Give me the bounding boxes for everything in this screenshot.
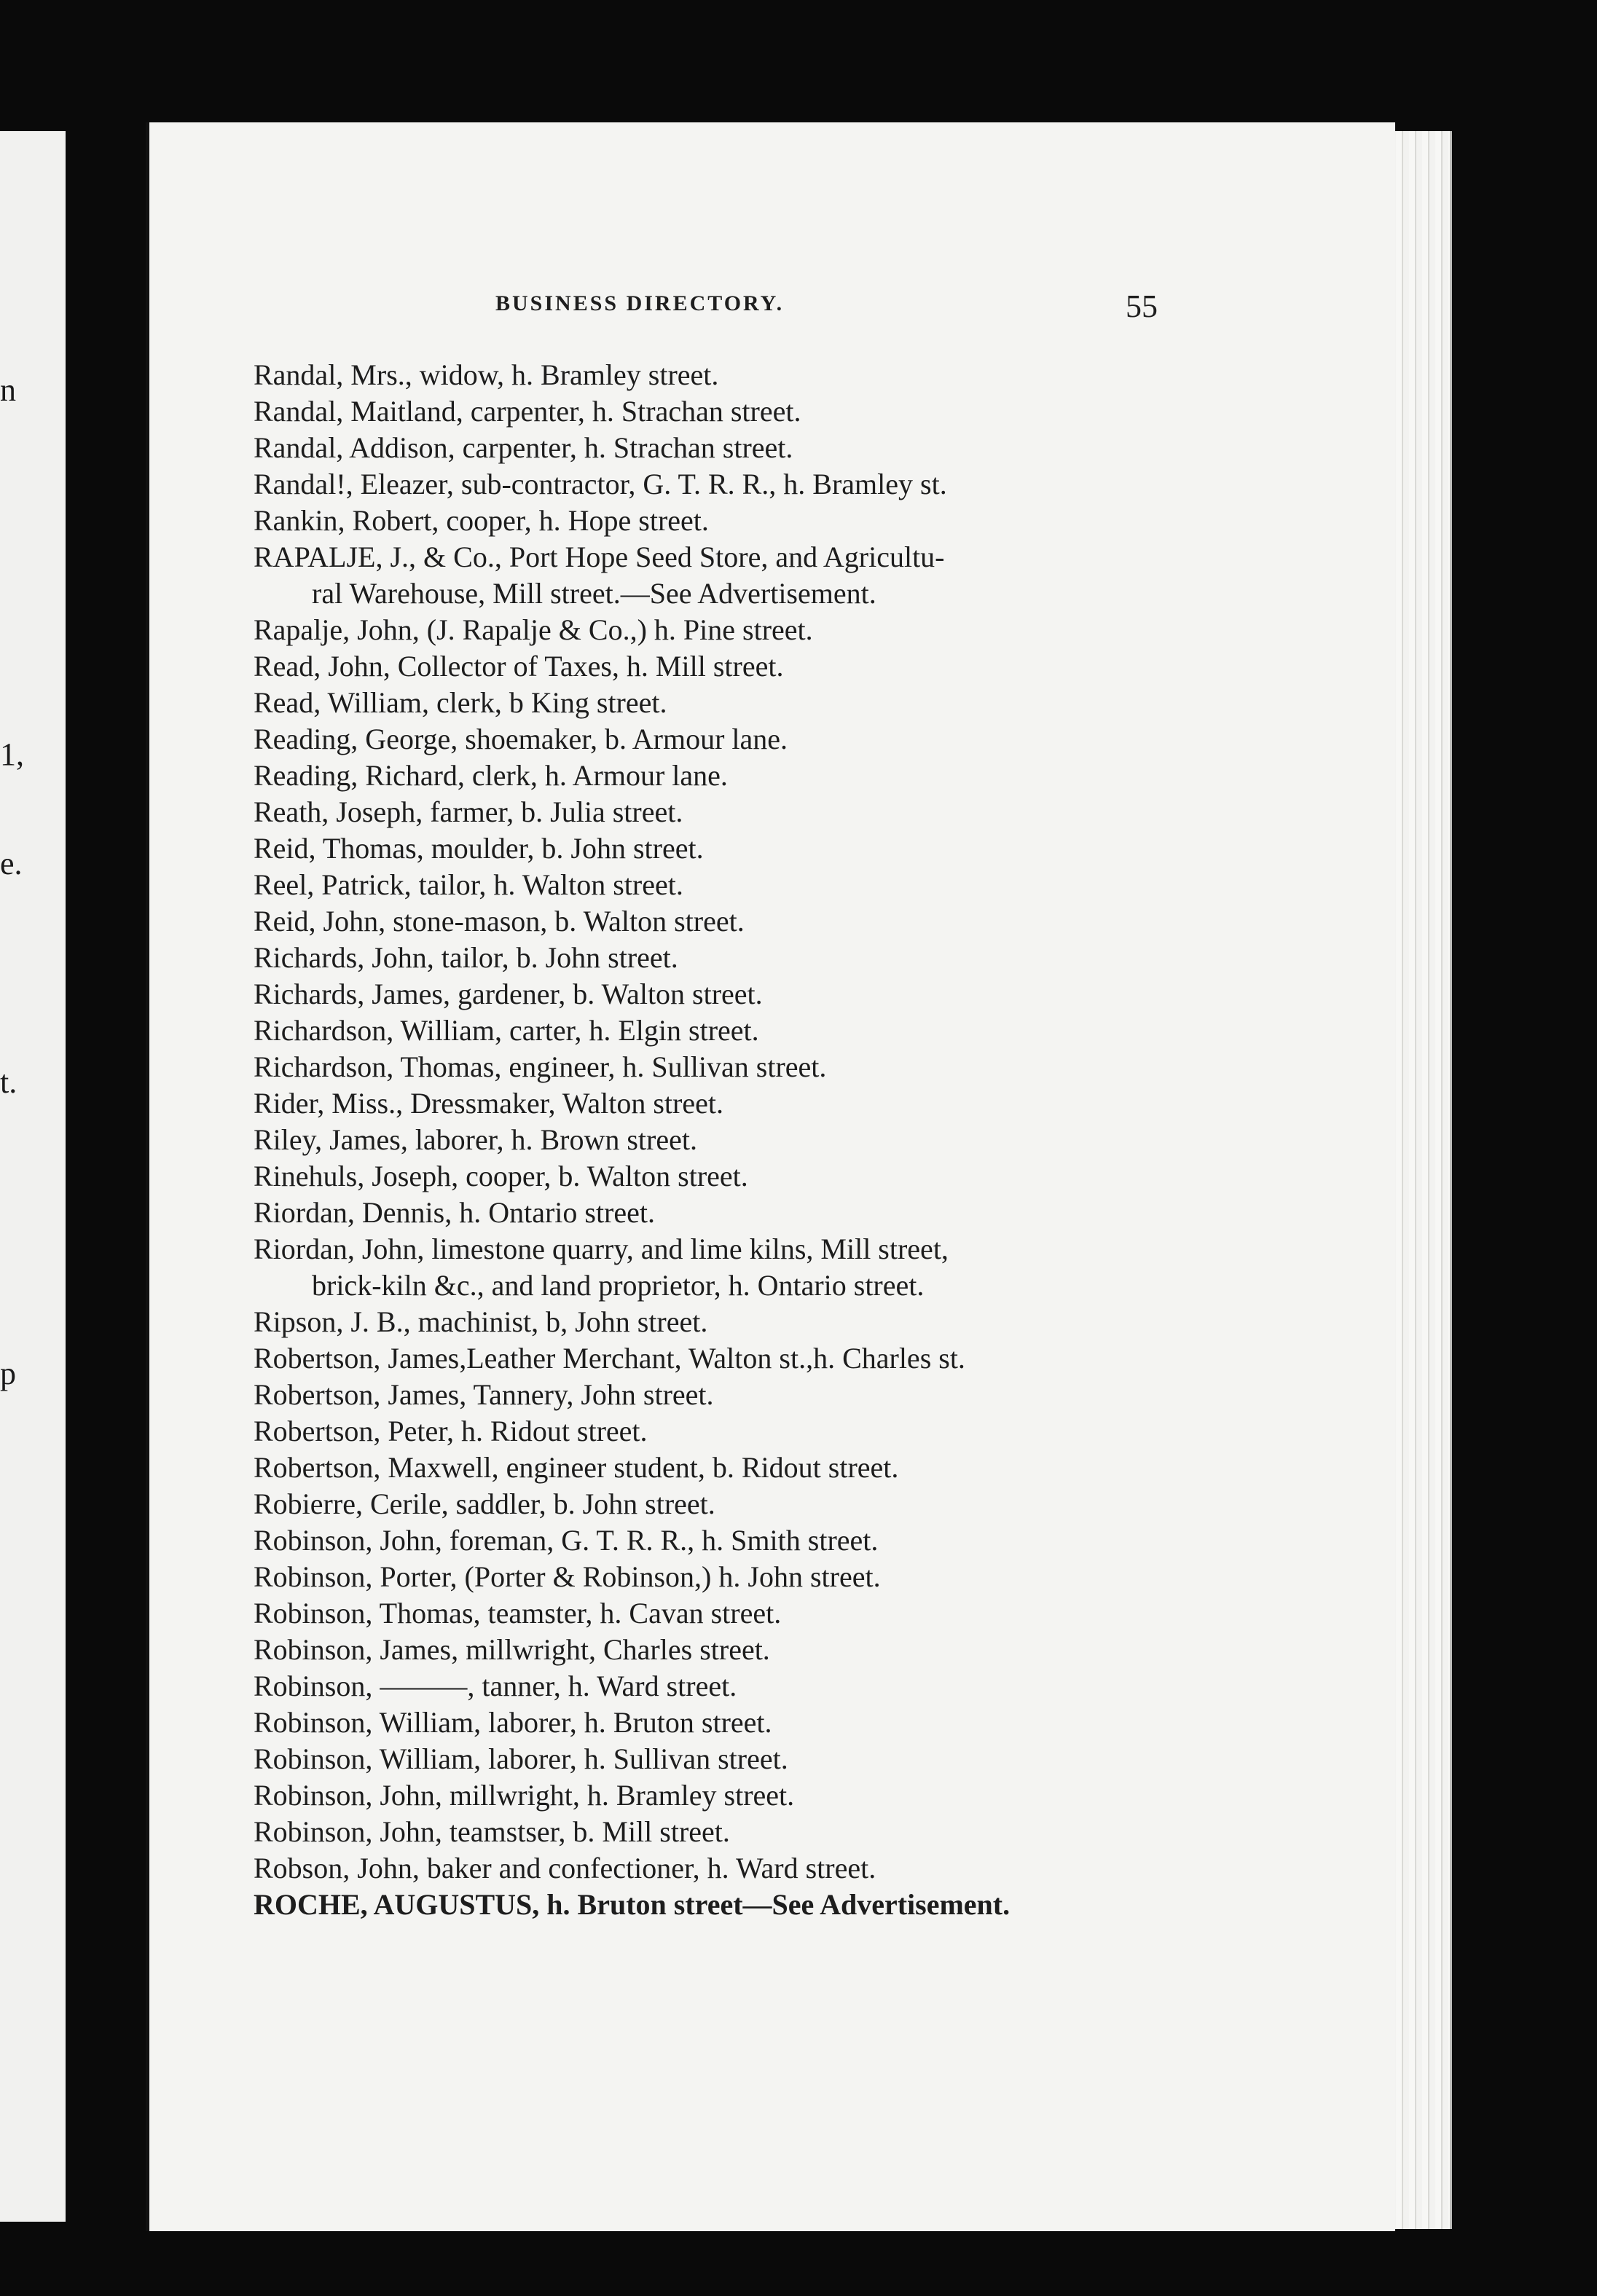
running-head: BUSINESS DIRECTORY. xyxy=(495,291,785,315)
directory-entry xyxy=(254,1887,1274,1923)
directory-entry xyxy=(254,1486,1274,1522)
directory-entry xyxy=(254,1850,1274,1887)
entry-text: Rinehuls, Joseph, cooper, b. Walton street. xyxy=(254,1160,748,1192)
directory-entry xyxy=(254,1777,1274,1814)
entry-continuation: brick-kiln &c., and land proprietor, h. Ontario street. xyxy=(312,1269,925,1302)
directory-entry xyxy=(254,940,1274,976)
entry-text: Reid, Thomas, moulder, b. John street. xyxy=(254,832,704,865)
entry-text: Richardson, William, carter, h. Elgin street. xyxy=(254,1014,759,1047)
directory-entry xyxy=(254,1231,1274,1304)
entry-text: Reading, Richard, clerk, h. Armour lane. xyxy=(254,759,728,792)
directory-entry xyxy=(254,393,1274,430)
directory-entry xyxy=(254,1122,1274,1158)
directory-entry xyxy=(254,1413,1274,1450)
previous-page-fragment: 1, xyxy=(0,736,24,772)
directory-entry xyxy=(254,1085,1274,1122)
entry-text: Robertson, Maxwell, engineer student, b. Ridout street. xyxy=(254,1451,899,1484)
entry-text: ROCHE, AUGUSTUS, h. Bruton street—See Advertisement. xyxy=(254,1888,1011,1921)
entry-text: Robertson, James,Leather Merchant, Walton st.,h. Charles st. xyxy=(254,1342,965,1375)
directory-entry xyxy=(254,1304,1274,1340)
directory-entry xyxy=(254,1559,1274,1595)
directory-entry xyxy=(254,1195,1274,1231)
entry-text: Robierre, Cerile, saddler, b. John street. xyxy=(254,1487,715,1520)
previous-page-fragment: t. xyxy=(0,1064,17,1100)
page-number: 55 xyxy=(1126,288,1158,324)
entry-text: Riley, James, laborer, h. Brown street. xyxy=(254,1123,697,1156)
entry-text: Richards, John, tailor, b. John street. xyxy=(254,941,678,974)
entry-text: Rankin, Robert, cooper, h. Hope street. xyxy=(254,504,709,537)
directory-entry xyxy=(254,539,1274,612)
entry-text: Robertson, James, Tannery, John street. xyxy=(254,1378,714,1411)
directory-entry xyxy=(254,794,1274,830)
entry-text: Randal, Maitland, carpenter, h. Strachan street. xyxy=(254,395,801,428)
entry-text: Robertson, Peter, h. Ridout street. xyxy=(254,1415,648,1447)
directory-entry xyxy=(254,1450,1274,1486)
entry-text: Randal!, Eleazer, sub-contractor, G. T. R. R., h. Bramley st. xyxy=(254,468,947,500)
entry-text: Rider, Miss., Dressmaker, Walton street. xyxy=(254,1087,723,1120)
entry-text: Reid, John, stone-mason, b. Walton street. xyxy=(254,905,745,937)
previous-page-fragment: e. xyxy=(0,846,23,881)
directory-entry xyxy=(254,1705,1274,1741)
previous-page-fragment: p xyxy=(0,1356,16,1391)
directory-entry xyxy=(254,357,1274,393)
directory-entry xyxy=(254,1632,1274,1668)
entry-text: Robinson, John, teamstser, b. Mill street. xyxy=(254,1815,730,1848)
directory-entry xyxy=(254,1595,1274,1632)
directory-entry xyxy=(254,867,1274,903)
entry-text: Robinson, Thomas, teamster, h. Cavan street. xyxy=(254,1597,782,1629)
directory-entry xyxy=(254,1741,1274,1777)
entry-text: Rapalje, John, (J. Rapalje & Co.,) h. Pine street. xyxy=(254,613,813,646)
entry-text: Read, John, Collector of Taxes, h. Mill street. xyxy=(254,650,784,683)
directory-entry xyxy=(254,648,1274,685)
entry-text: Reel, Patrick, tailor, h. Walton street. xyxy=(254,868,683,901)
entry-continuation: ral Warehouse, Mill street.—See Advertisement. xyxy=(312,577,876,610)
entry-text: Robinson, ———, tanner, h. Ward street. xyxy=(254,1670,737,1702)
directory-entry xyxy=(254,758,1274,794)
directory-entry xyxy=(254,1158,1274,1195)
entry-text: Robinson, William, laborer, h. Sullivan street. xyxy=(254,1742,788,1775)
entry-text: Reath, Joseph, farmer, b. Julia street. xyxy=(254,795,683,828)
directory-entry xyxy=(254,721,1274,758)
directory-entry xyxy=(254,1013,1274,1049)
entry-text: Riordan, John, limestone quarry, and lime kilns, Mill street, xyxy=(254,1232,949,1265)
entry-text: Robinson, James, millwright, Charles street. xyxy=(254,1633,770,1666)
directory-entry xyxy=(254,830,1274,867)
entry-text: Reading, George, shoemaker, b. Armour lane. xyxy=(254,723,788,755)
entry-text: Robinson, William, laborer, h. Bruton street. xyxy=(254,1706,772,1739)
directory-entry xyxy=(254,1377,1274,1413)
entry-text: Robinson, Porter, (Porter & Robinson,) h. John street. xyxy=(254,1560,881,1593)
entry-text: Randal, Addison, carpenter, h. Strachan street. xyxy=(254,431,793,464)
directory-entry xyxy=(254,685,1274,721)
entry-text: Ripson, J. B., machinist, b, John street. xyxy=(254,1305,708,1338)
entry-text: Richardson, Thomas, engineer, h. Sullivan street. xyxy=(254,1050,827,1083)
entry-text: Robson, John, baker and confectioner, h. Ward street. xyxy=(254,1852,876,1884)
entry-text: Richards, James, gardener, b. Walton street. xyxy=(254,978,763,1010)
previous-page-fragment: n xyxy=(0,372,16,408)
directory-entry xyxy=(254,503,1274,539)
directory-entries xyxy=(254,357,1274,1923)
entry-text: RAPALJE, J., & Co., Port Hope Seed Store, and Agricultu- xyxy=(254,540,945,573)
entry-text: Robinson, John, foreman, G. T. R. R., h. Smith street. xyxy=(254,1524,879,1557)
directory-entry xyxy=(254,1049,1274,1085)
entry-text: Randal, Mrs., widow, h. Bramley street. xyxy=(254,358,719,391)
directory-entry xyxy=(254,612,1274,648)
directory-entry xyxy=(254,1668,1274,1705)
entry-text: Robinson, John, millwright, h. Bramley street. xyxy=(254,1779,795,1812)
entry-text: Read, William, clerk, b King street. xyxy=(254,686,667,719)
directory-entry xyxy=(254,1814,1274,1850)
entry-text: Riordan, Dennis, h. Ontario street. xyxy=(254,1196,655,1229)
directory-entry xyxy=(254,1340,1274,1377)
directory-entry xyxy=(254,466,1274,503)
directory-entry xyxy=(254,903,1274,940)
directory-entry xyxy=(254,430,1274,466)
directory-entry xyxy=(254,1522,1274,1559)
directory-entry xyxy=(254,976,1274,1013)
previous-page-edge xyxy=(0,131,66,2222)
